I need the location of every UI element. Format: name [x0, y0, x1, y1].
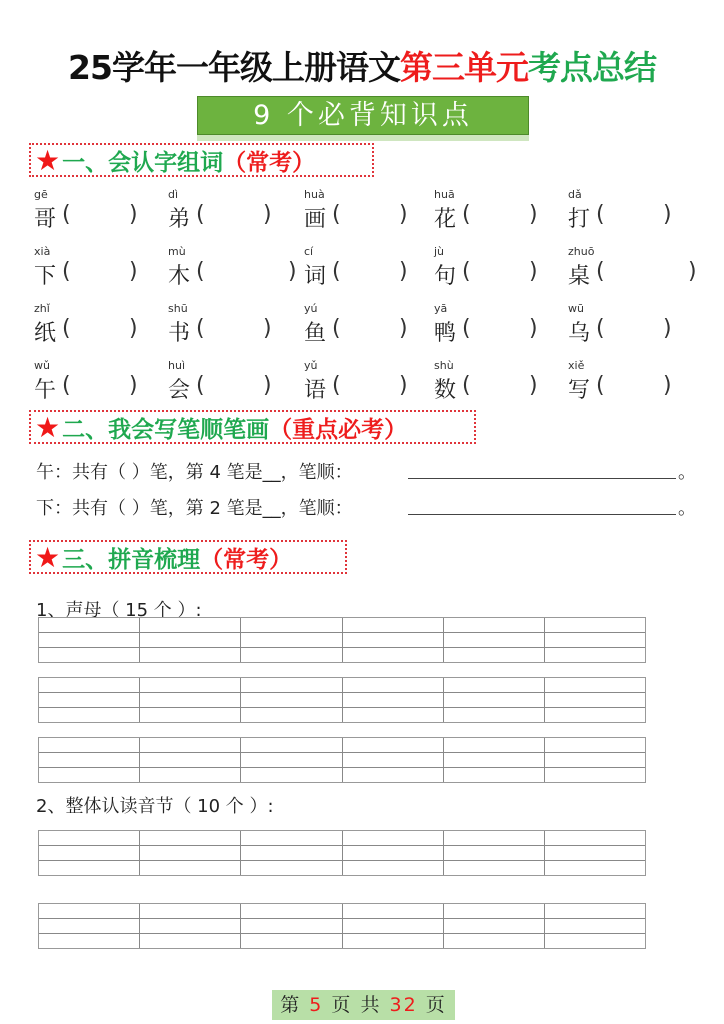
- knowledge-points-banner: 9 个必背知识点: [197, 96, 529, 135]
- answer-paren-close: ): [263, 373, 272, 398]
- answer-paren-close: ): [129, 202, 138, 227]
- answer-paren-close: ): [129, 259, 138, 284]
- writing-grid-initials-1[interactable]: [38, 617, 646, 663]
- hanzi: 午: [34, 378, 57, 403]
- vocab-item: [34, 188, 164, 238]
- answer-paren-open[interactable]: (: [196, 373, 205, 398]
- answer-paren-open[interactable]: (: [62, 202, 71, 227]
- hanzi: 下: [34, 264, 57, 289]
- answer-paren-close: ): [263, 202, 272, 227]
- four-line-cell[interactable]: [140, 618, 241, 662]
- four-line-cell[interactable]: [343, 678, 444, 722]
- footer-mid: 页 共: [331, 994, 382, 1016]
- vocab-row: [34, 188, 714, 238]
- answer-paren-open[interactable]: (: [462, 202, 471, 227]
- four-line-cell[interactable]: [140, 831, 241, 875]
- answer-paren-open[interactable]: (: [332, 373, 341, 398]
- answer-paren-close: ): [529, 316, 538, 341]
- hanzi: 鸭: [434, 321, 457, 346]
- four-line-cell[interactable]: [241, 831, 342, 875]
- page-indicator: [272, 990, 455, 1020]
- section-title: 一、会认字组词: [62, 149, 224, 176]
- four-line-cell[interactable]: [241, 678, 342, 722]
- answer-paren-open[interactable]: (: [196, 259, 205, 284]
- pinyin: wū: [568, 302, 584, 315]
- answer-paren-close: ): [288, 259, 297, 284]
- hanzi: 数: [434, 378, 457, 403]
- pinyin: huā: [434, 188, 455, 201]
- answer-paren-close: ): [399, 202, 408, 227]
- answer-paren-open[interactable]: (: [196, 202, 205, 227]
- four-line-cell[interactable]: [444, 738, 545, 782]
- pinyin: cí: [304, 245, 314, 258]
- pinyin: zhuō: [568, 245, 595, 258]
- section-heading-1: [29, 143, 374, 177]
- four-line-cell[interactable]: [545, 904, 645, 948]
- pinyin: dǎ: [568, 188, 582, 201]
- footer-prefix: 第: [280, 994, 302, 1016]
- answer-paren-open[interactable]: (: [62, 259, 71, 284]
- period: 。: [678, 462, 696, 483]
- pinyin: zhǐ: [34, 302, 50, 315]
- answer-paren-open[interactable]: (: [462, 259, 471, 284]
- initials-label: 1、声母（ 15 个 ）:: [36, 600, 202, 621]
- four-line-cell[interactable]: [39, 831, 140, 875]
- vocab-item: [168, 359, 298, 409]
- hanzi: 书: [168, 321, 191, 346]
- writing-grid-syllables-1[interactable]: [38, 830, 646, 876]
- vocab-item: [434, 359, 564, 409]
- answer-paren-close: ): [529, 373, 538, 398]
- vocab-item: [34, 245, 164, 295]
- four-line-cell[interactable]: [39, 618, 140, 662]
- total-pages: 32: [389, 994, 418, 1016]
- pinyin: wǔ: [34, 359, 50, 372]
- star-icon: ★: [35, 540, 61, 574]
- whole-syllables-label: 2、整体认读音节（ 10 个 ）:: [36, 796, 274, 817]
- star-icon: ★: [35, 143, 61, 177]
- four-line-cell[interactable]: [545, 618, 645, 662]
- footer-suffix: 页: [425, 994, 447, 1016]
- answer-paren-open[interactable]: (: [332, 202, 341, 227]
- vocab-item: [304, 188, 434, 238]
- four-line-cell[interactable]: [444, 831, 545, 875]
- pinyin: huì: [168, 359, 185, 372]
- vocab-item: [304, 245, 434, 295]
- vocab-item: [34, 359, 164, 409]
- answer-paren-open[interactable]: (: [332, 259, 341, 284]
- four-line-cell[interactable]: [140, 904, 241, 948]
- pinyin: shù: [434, 359, 454, 372]
- answer-paren-open[interactable]: (: [596, 259, 605, 284]
- pinyin: xiě: [568, 359, 585, 372]
- title-unit: 第三单元: [399, 48, 528, 87]
- pinyin: shū: [168, 302, 188, 315]
- section-heading-2: [29, 410, 476, 444]
- title-summary: 考点总结: [527, 48, 656, 87]
- answer-paren-close: ): [129, 373, 138, 398]
- four-line-cell[interactable]: [241, 618, 342, 662]
- answer-paren-close: ): [529, 259, 538, 284]
- answer-paren-close: ): [663, 316, 672, 341]
- four-line-cell[interactable]: [545, 831, 645, 875]
- hanzi: 词: [304, 264, 327, 289]
- answer-paren-close: ): [399, 316, 408, 341]
- answer-paren-close: ): [129, 316, 138, 341]
- four-line-cell[interactable]: [241, 904, 342, 948]
- title-grade: 25学年一年级上册语文: [68, 48, 400, 87]
- four-line-cell[interactable]: [343, 618, 444, 662]
- period: 。: [678, 498, 696, 519]
- vocab-row: [34, 245, 714, 295]
- vocab-item: [568, 359, 698, 409]
- answer-paren-close: ): [688, 259, 697, 284]
- answer-paren-close: ): [263, 316, 272, 341]
- answer-paren-open[interactable]: (: [332, 316, 341, 341]
- hanzi: 画: [304, 207, 327, 232]
- pinyin: gē: [34, 188, 48, 201]
- vocab-item: [568, 302, 698, 352]
- pinyin: mù: [168, 245, 186, 258]
- stroke-question-xia: 下：共有（ ）笔，第 2 笔是__，笔顺：: [36, 498, 353, 519]
- banner-shadow: [197, 135, 529, 141]
- answer-paren-close: ): [529, 202, 538, 227]
- four-line-cell[interactable]: [39, 678, 140, 722]
- pinyin: huà: [304, 188, 325, 201]
- four-line-cell[interactable]: [444, 618, 545, 662]
- vocab-item: [568, 245, 698, 295]
- stroke-question-wu: 午：共有（ ）笔，第 4 笔是__，笔顺：: [36, 462, 353, 483]
- four-line-cell[interactable]: [343, 831, 444, 875]
- vocab-item: [434, 188, 564, 238]
- vocab-item: [304, 359, 434, 409]
- answer-paren-open[interactable]: (: [62, 316, 71, 341]
- hanzi: 句: [434, 264, 457, 289]
- vocab-item: [168, 245, 298, 295]
- answer-paren-close: ): [663, 373, 672, 398]
- stroke-order-answer-line[interactable]: [408, 514, 676, 515]
- four-line-cell[interactable]: [444, 678, 545, 722]
- writing-grid-initials-2[interactable]: [38, 677, 646, 723]
- hanzi: 桌: [568, 264, 591, 289]
- hanzi: 会: [168, 378, 191, 403]
- section-title: 三、拼音梳理: [62, 546, 201, 573]
- pinyin: yā: [434, 302, 448, 315]
- section-tag: （常考）: [223, 149, 316, 176]
- vocab-item: [34, 302, 164, 352]
- answer-paren-open[interactable]: (: [596, 316, 605, 341]
- hanzi: 鱼: [304, 321, 327, 346]
- vocab-item: [434, 245, 564, 295]
- current-page: 5: [309, 994, 324, 1016]
- four-line-cell[interactable]: [140, 738, 241, 782]
- four-line-cell[interactable]: [343, 904, 444, 948]
- stroke-order-answer-line[interactable]: [408, 478, 676, 479]
- pinyin: yǔ: [304, 359, 318, 372]
- four-line-cell[interactable]: [39, 738, 140, 782]
- star-icon: ★: [35, 410, 61, 444]
- hanzi: 写: [568, 378, 591, 403]
- four-line-cell[interactable]: [545, 678, 645, 722]
- hanzi: 乌: [568, 321, 591, 346]
- page-title: [0, 42, 724, 89]
- section-title: 二、我会写笔顺笔画: [62, 416, 270, 443]
- answer-paren-open[interactable]: (: [462, 316, 471, 341]
- pinyin: xià: [34, 245, 51, 258]
- four-line-cell[interactable]: [545, 738, 645, 782]
- section-tag: （常考）: [200, 546, 293, 573]
- vocab-item: [304, 302, 434, 352]
- answer-paren-open[interactable]: (: [462, 373, 471, 398]
- vocab-row: [34, 302, 714, 352]
- hanzi: 语: [304, 378, 327, 403]
- answer-paren-close: ): [399, 259, 408, 284]
- vocab-item: [168, 302, 298, 352]
- vocab-item: [568, 188, 698, 238]
- answer-paren-open[interactable]: (: [62, 373, 71, 398]
- answer-paren-close: ): [663, 202, 672, 227]
- vocab-row: [34, 359, 714, 409]
- hanzi: 木: [168, 264, 191, 289]
- writing-grid-initials-3[interactable]: [38, 737, 646, 783]
- four-line-cell[interactable]: [241, 738, 342, 782]
- answer-paren-open[interactable]: (: [596, 373, 605, 398]
- four-line-cell[interactable]: [140, 678, 241, 722]
- pinyin: jù: [434, 245, 445, 258]
- section-heading-3: [29, 540, 347, 574]
- pinyin: yú: [304, 302, 318, 315]
- vocab-item: [168, 188, 298, 238]
- hanzi: 打: [568, 207, 591, 232]
- four-line-cell[interactable]: [343, 738, 444, 782]
- four-line-cell[interactable]: [39, 904, 140, 948]
- hanzi: 弟: [168, 207, 191, 232]
- hanzi: 花: [434, 207, 457, 232]
- hanzi: 哥: [34, 207, 57, 232]
- four-line-cell[interactable]: [444, 904, 545, 948]
- answer-paren-open[interactable]: (: [196, 316, 205, 341]
- hanzi: 纸: [34, 321, 57, 346]
- writing-grid-syllables-2[interactable]: [38, 903, 646, 949]
- answer-paren-close: ): [399, 373, 408, 398]
- vocab-item: [434, 302, 564, 352]
- pinyin: dì: [168, 188, 179, 201]
- answer-paren-open[interactable]: (: [596, 202, 605, 227]
- section-tag: （重点必考）: [269, 416, 408, 443]
